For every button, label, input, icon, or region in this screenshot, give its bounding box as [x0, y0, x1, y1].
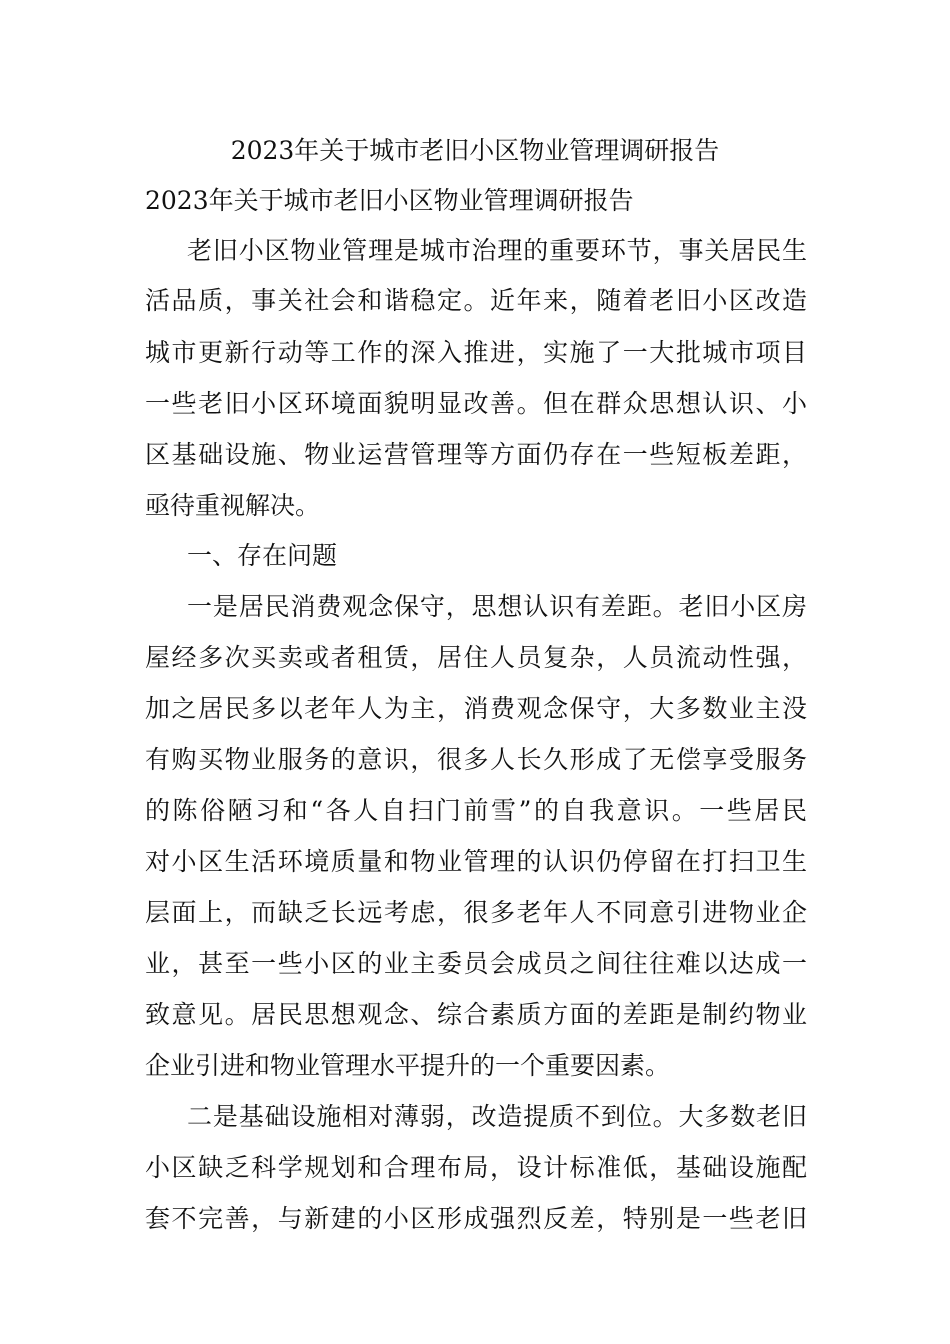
- paragraph-line: 城市更新行动等工作的深入推进，实施了一大批城市项目: [145, 338, 807, 367]
- paragraph-line: 加之居民多以老年人为主，消费观念保守，大多数业主没: [145, 694, 807, 723]
- paragraph-line: 致意见。居民思想观念、综合素质方面的差距是制约物业: [145, 1000, 807, 1029]
- paragraph-line: 活品质，事关社会和谐稳定。近年来，随着老旧小区改造: [145, 286, 807, 315]
- paragraph-line: 有购买物业服务的意识，很多人长久形成了无偿享受服务: [145, 745, 807, 774]
- paragraph-line: 小区缺乏科学规划和合理布局，设计标准低，基础设施配: [145, 1153, 807, 1182]
- paragraph-line: 区基础设施、物业运营管理等方面仍存在一些短板差距，: [145, 440, 807, 469]
- paragraph-line: 套不完善，与新建的小区形成强烈反差，特别是一些老旧: [145, 1204, 807, 1233]
- document-title: 2023年关于城市老旧小区物业管理调研报告: [230, 136, 720, 165]
- paragraph-line: 亟待重视解决。: [145, 491, 321, 520]
- paragraph-line: 对小区生活环境质量和物业管理的认识仍停留在打扫卫生: [145, 847, 807, 876]
- paragraph-line: 一是居民消费观念保守，思想认识有差距。老旧小区房: [187, 592, 807, 621]
- paragraph-line: 的陈俗陋习和“各人自扫门前雪”的自我意识。一些居民: [145, 796, 807, 825]
- paragraph-line: 企业引进和物业管理水平提升的一个重要因素。: [145, 1051, 671, 1080]
- paragraph-line: 层面上，而缺乏长远考虑，很多老年人不同意引进物业企: [145, 898, 807, 927]
- document-subtitle: 2023年关于城市老旧小区物业管理调研报告: [145, 186, 634, 215]
- paragraph-line: 二是基础设施相对薄弱，改造提质不到位。大多数老旧: [187, 1102, 807, 1131]
- paragraph-line: 老旧小区物业管理是城市治理的重要环节，事关居民生: [187, 236, 807, 265]
- paragraph-line: 屋经多次买卖或者租赁，居住人员复杂，人员流动性强，: [145, 643, 807, 672]
- paragraph-line: 业，甚至一些小区的业主委员会成员之间往往难以达成一: [145, 949, 807, 978]
- paragraph-line: 一些老旧小区环境面貌明显改善。但在群众思想认识、小: [145, 389, 807, 418]
- section-heading: 一、存在问题: [187, 541, 338, 570]
